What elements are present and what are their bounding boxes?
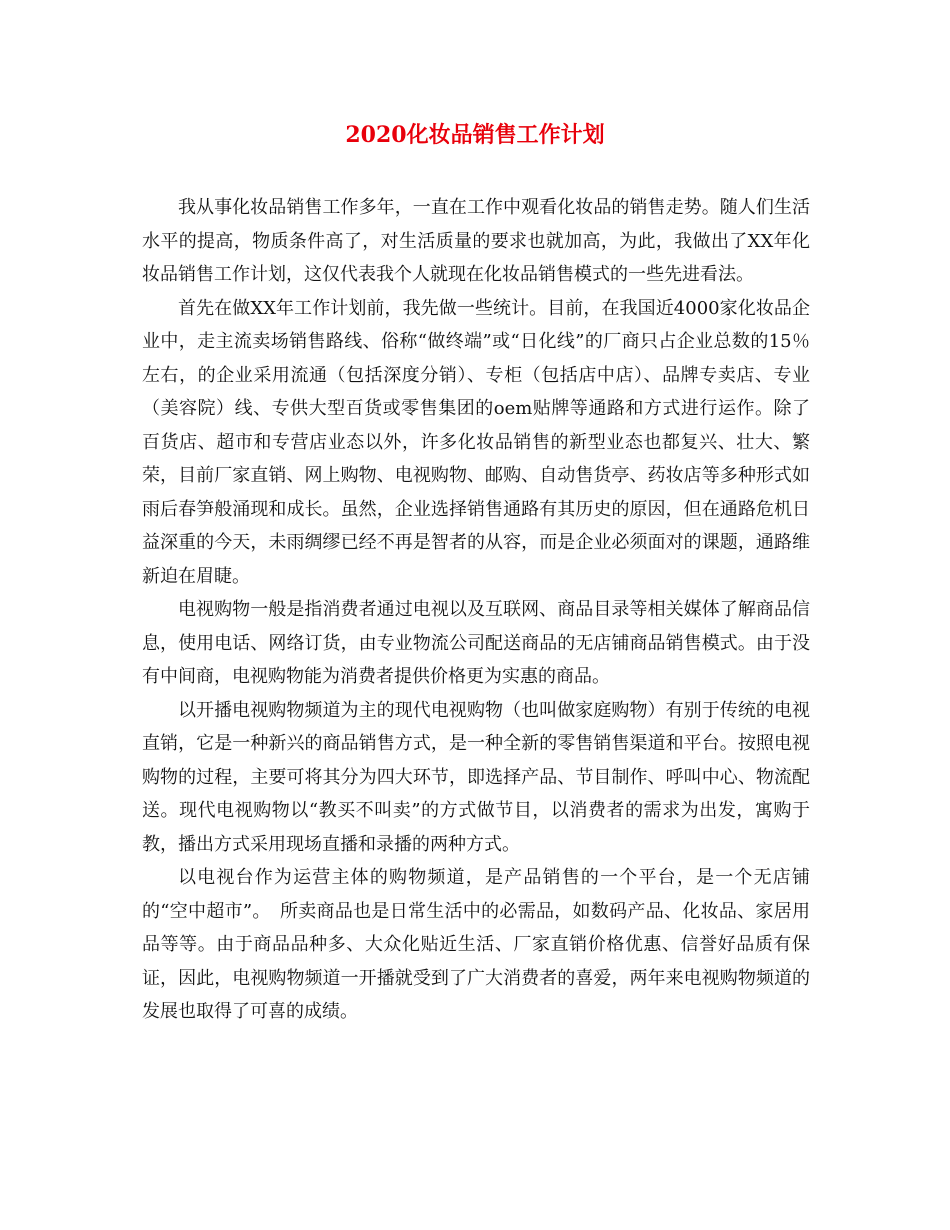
paragraph: 首先在做XX年工作计划前，我先做一些统计。目前，在我国近4000家化妆品企业中，走主流卖场销售路线、俗称“做终端”或“日化线”的厂商只占企业总数的15％左右，的企业采用流通（包括深度分销）、专柜（包括店中店）、品牌专卖店、专业（美容院）线、专供大型百货或零售集团的oem贴牌等通路和方式进行运作。除了百货店、超市和专营店业态以外，许多化妆品销售的新型业态也都复兴、壮大、繁荣，目前厂家直销、网上购物、电视购物、邮购、自动售货亭、药妆店等多种形式如雨后春笋般涌现和成长。虽然，企业选择销售通路有其历史的原因，但在通路危机日益深重的今天，未雨绸缪已经不再是智者的从容，而是企业必须面对的课题，通路维新迫在眉睫。 <box>142 297 810 587</box>
paragraph: 我从事化妆品销售工作多年，一直在工作中观看化妆品的销售走势。随人们生活水平的提高，物质条件高了，对生活质量的要求也就加高，为此，我做出了XX年化妆品销售工作计划，这仅代表我个人就现在化妆品销售模式的一些先进看法。 <box>142 197 810 285</box>
paragraph: 以电视台作为运营主体的购物频道，是产品销售的一个平台，是一个无店铺的“空中超市”。 所卖商品也是日常生活中的必需品，如数码产品、化妆品、家居用品等等。由于商品品种多、大众化贴近生活、厂家直销价格优惠、信誉好品质有保证，因此，电视购物频道一开播就受到了广大消费者的喜爱，两年来电视购物频道的发展也取得了可喜的成绩。 <box>142 867 810 1022</box>
document-body <box>142 191 810 1029</box>
paragraph: 电视购物一般是指消费者通过电视以及互联网、商品目录等相关媒体了解商品信息，使用电话、网络订货，由专业物流公司配送商品的无店铺商品销售模式。由于没有中间商，电视购物能为消费者提供价格更为实惠的商品。 <box>142 599 810 687</box>
paragraph: 以开播电视购物频道为主的现代电视购物（也叫做家庭购物）有别于传统的电视直销，它是一种新兴的商品销售方式，是一种全新的零售销售渠道和平台。按照电视购物的过程，主要可将其分为四大环节，即选择产品、节目制作、呼叫中心、物流配送。现代电视购物以“教买不叫卖”的方式做节目，以消费者的需求为出发，寓购于教，播出方式采用现场直播和录播的两种方式。 <box>142 699 810 855</box>
document-title: 2020化妆品销售工作计划 <box>345 122 605 148</box>
